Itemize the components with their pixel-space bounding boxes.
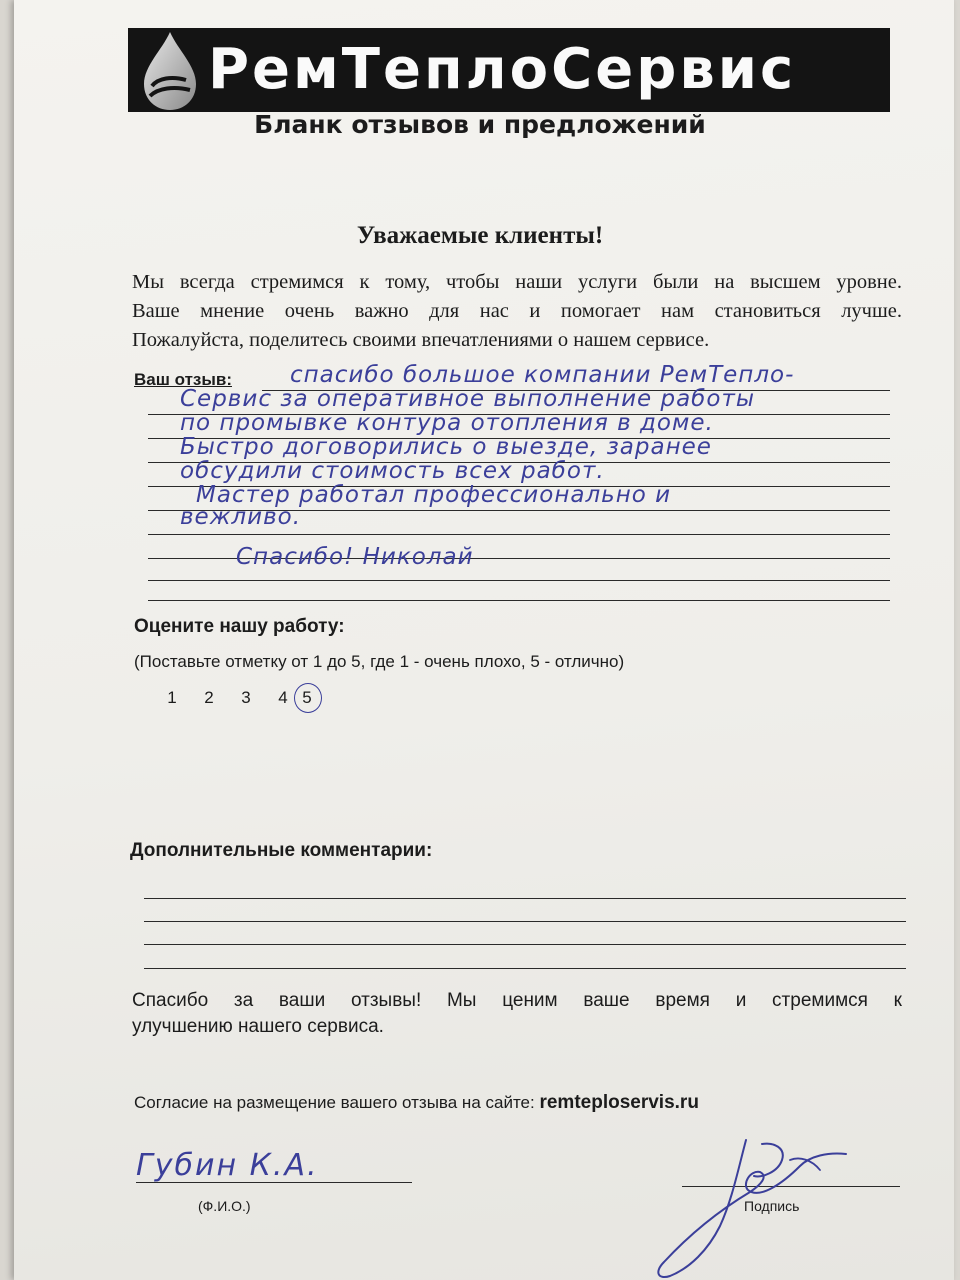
consent-text: Согласие на размещение вашего отзыва на сайте:: [134, 1093, 535, 1112]
comment-line[interactable]: [144, 921, 906, 922]
brand-name: РемТеплоСервис: [208, 37, 797, 102]
handwritten-review-line: обсудили стоимость всех работ.: [180, 458, 605, 484]
form-title: Бланк отзывов и предложений: [254, 110, 706, 139]
fio-caption: (Ф.И.О.): [198, 1198, 251, 1214]
handwritten-review-line: Быстро договорились о выезде, заранее: [180, 434, 712, 460]
fio-line[interactable]: [136, 1182, 412, 1183]
rating-option-1[interactable]: 1: [167, 688, 177, 707]
feedback-form-sheet: [14, 0, 954, 1280]
comment-line[interactable]: [144, 968, 906, 969]
intro-paragraph: [132, 268, 902, 355]
intro-line: Пожалуйста, поделитесь своими впечатлениями о нашем сервисе.: [132, 329, 710, 351]
rating-option-2[interactable]: 2: [204, 688, 214, 707]
thanks-line: улучшению нашего сервиса.: [132, 1016, 384, 1037]
handwritten-review-line: по промывке контура отопления в доме.: [180, 410, 714, 436]
rating-option-3[interactable]: 3: [241, 688, 251, 707]
comment-line[interactable]: [144, 898, 906, 899]
handwritten-fio: Губин К.А.: [136, 1148, 319, 1183]
thanks-paragraph: [132, 988, 902, 1040]
handwritten-review-line: Спасибо! Николай: [236, 544, 474, 570]
review-label: Ваш отзыв:: [134, 370, 232, 389]
review-line[interactable]: [148, 580, 890, 581]
website-link[interactable]: remteploservis.ru: [539, 1092, 699, 1113]
additional-comments-title: Дополнительные комментарии:: [130, 840, 433, 861]
handwritten-review-line: спасибо большое компании РемТепло-: [290, 362, 795, 388]
intro-line: Мы всегда стремимся к тому, чтобы наши услуги были на высшем уровне.: [132, 271, 902, 293]
rating-option-5[interactable]: 5: [302, 688, 312, 707]
signature-caption: Подпись: [744, 1198, 800, 1214]
rating-hint: (Поставьте отметку от 1 до 5, где 1 - очень плохо, 5 - отлично): [134, 652, 625, 671]
brand-logo-bar: [128, 28, 890, 112]
rating-title: Оцените нашу работу:: [134, 616, 345, 637]
drop-logo-icon: [132, 28, 202, 112]
handwritten-review-line: вежливо.: [180, 504, 302, 530]
review-line[interactable]: [148, 534, 890, 535]
review-line[interactable]: [148, 600, 890, 601]
greeting-heading: Уважаемые клиенты!: [356, 222, 604, 249]
handwritten-review-line: Сервис за оперативное выполнение работы: [180, 386, 755, 412]
intro-line: Ваше мнение очень важно для нас и помогает нам становиться лучше.: [132, 300, 902, 322]
rating-selected-circle: [294, 683, 322, 713]
handwritten-review-line: Мастер работал профессионально и: [196, 482, 672, 508]
thanks-line: Спасибо за ваши отзывы! Мы ценим ваше время и стремимся к: [132, 990, 902, 1011]
comment-line[interactable]: [144, 944, 906, 945]
rating-option-4[interactable]: 4: [278, 688, 288, 707]
consent-line: [134, 1092, 699, 1114]
